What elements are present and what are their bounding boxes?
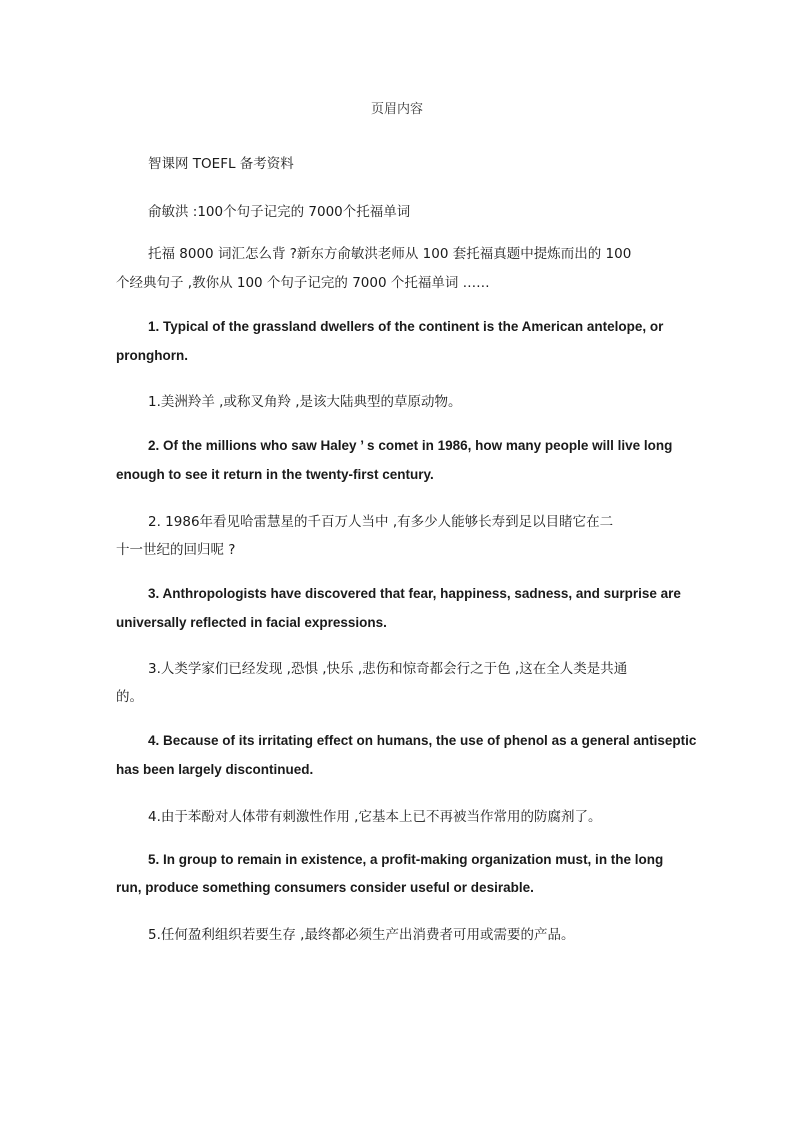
sentence-2-chinese-line-2: 十一世纪的回归呢 ?: [116, 542, 236, 558]
page-header: 页眉内容: [370, 102, 423, 117]
sentence-5-chinese: 5.任何盈利组织若要生存 ,最终都必须生产出消费者可用或需要的产品。: [148, 927, 575, 943]
sentence-4-english-line-1: 4. Because of its irritating effect on humans, the use of phenol as a general antiseptic: [148, 733, 697, 748]
sentence-5-english-line-1: 5. In group to remain in existence, a profit-making organization must, in the long: [148, 852, 664, 867]
intro-title-line: 俞敏洪 :100个句子记完的 7000个托福单词: [148, 204, 411, 220]
sentence-1-chinese: 1.美洲羚羊 ,或称叉角羚 ,是该大陆典型的草原动物。: [148, 394, 462, 410]
intro-paragraph-line-2: 个经典句子 ,教你从 100 个句子记完的 7000 个托福单词 ……: [116, 275, 490, 291]
sentence-5-english-line-2: run, produce something consumers consider useful or desirable.: [116, 880, 534, 895]
intro-source-line: 智课网 TOEFL 备考资料: [148, 156, 294, 172]
sentence-2-english-line-1: 2. Of the millions who saw Haley ’ s comet in 1986, how many people will live long: [148, 438, 673, 453]
sentence-2-chinese-line-1: 2. 1986年看见哈雷慧星的千百万人当中 ,有多少人能够长寿到足以目睹它在二: [148, 514, 614, 530]
sentence-3-chinese-line-1: 3.人类学家们已经发现 ,恐惧 ,快乐 ,悲伤和惊奇都会行之于色 ,这在全人类是共通: [148, 661, 628, 677]
sentence-1-english-line-2: pronghorn.: [116, 348, 188, 363]
sentence-3-chinese-line-2: 的。: [116, 689, 143, 705]
sentence-2-english-line-2: enough to see it return in the twenty-first century.: [116, 467, 434, 482]
sentence-3-english-line-2: universally reflected in facial expressions.: [116, 615, 387, 630]
sentence-4-english-line-2: has been largely discontinued.: [116, 762, 314, 777]
sentence-4-chinese: 4.由于苯酚对人体带有刺激性作用 ,它基本上已不再被当作常用的防腐剂了。: [148, 809, 602, 825]
sentence-1-english-line-1: 1. Typical of the grassland dwellers of the continent is the American antelope, or: [148, 319, 664, 334]
intro-paragraph-line-1: 托福 8000 词汇怎么背 ?新东方俞敏洪老师从 100 套托福真题中提炼而出的 100: [148, 246, 632, 262]
sentence-3-english-line-1: 3. Anthropologists have discovered that fear, happiness, sadness, and surprise are: [148, 586, 681, 601]
